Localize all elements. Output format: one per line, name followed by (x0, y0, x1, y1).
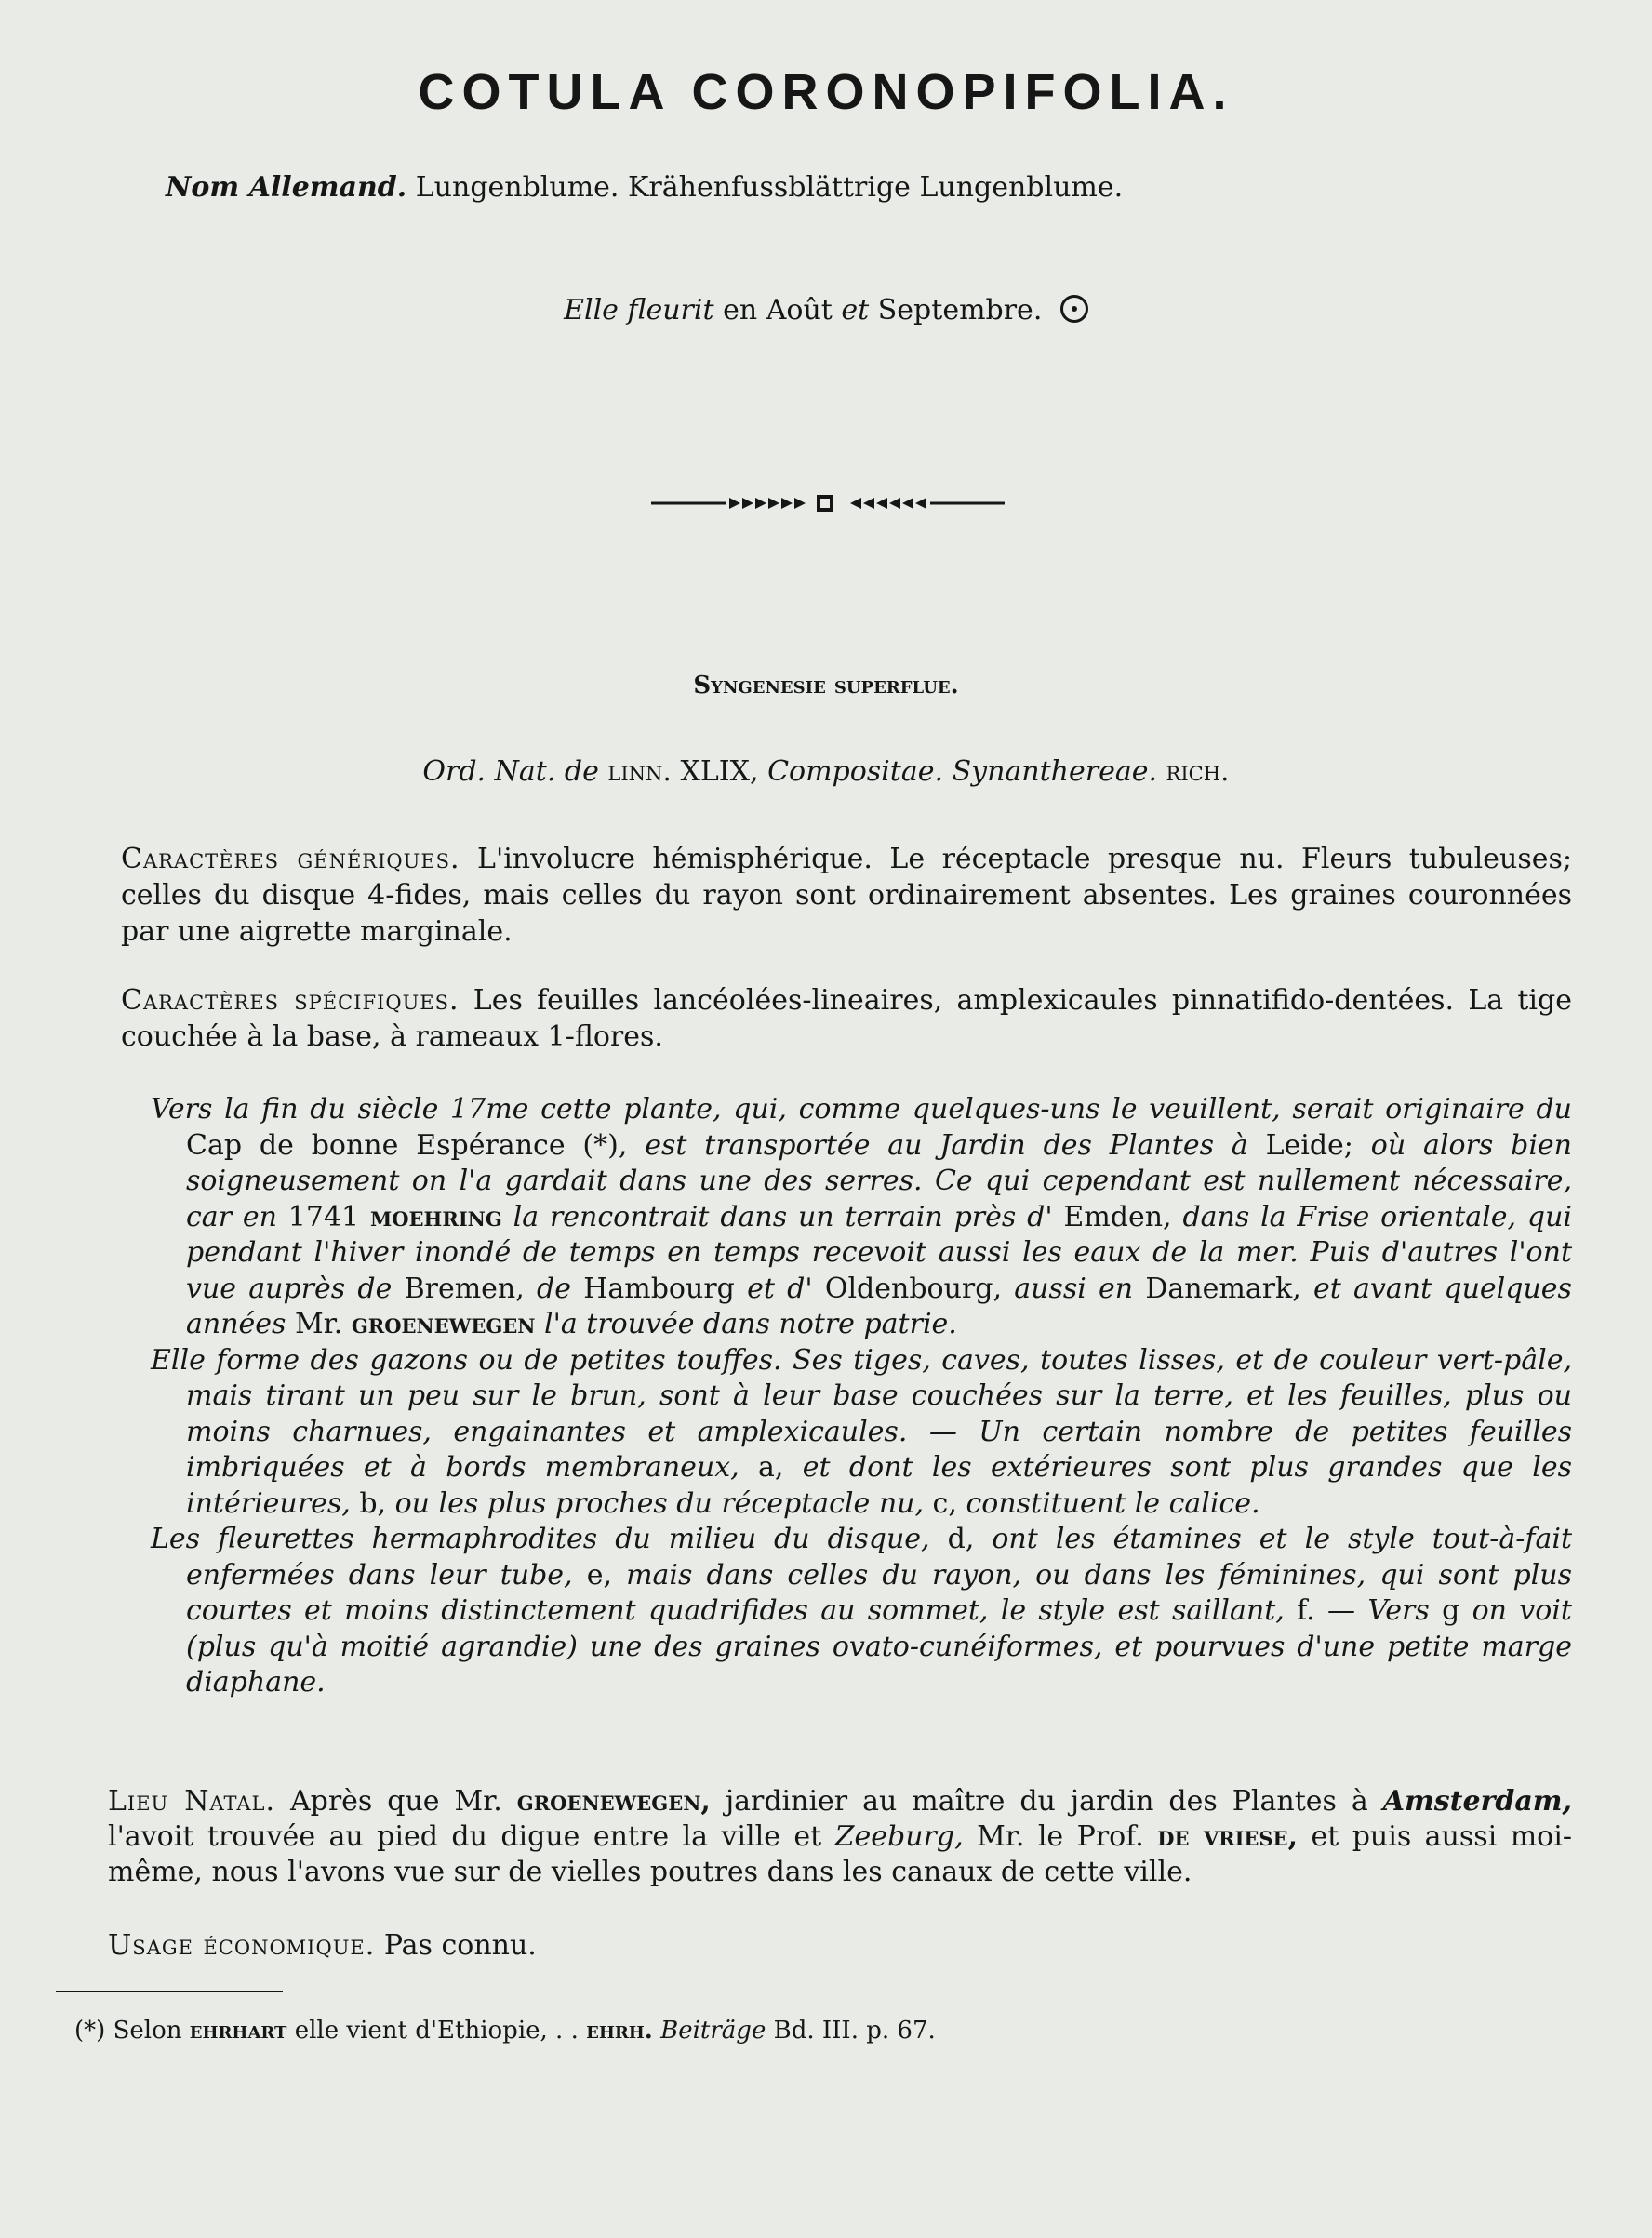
native-place (108, 1784, 1572, 1890)
german-name-label: Nom Allemand. (166, 171, 407, 204)
ord-synanthereae: Synanthereae. (952, 755, 1157, 788)
flowering-month-2: Septembre. (877, 294, 1043, 326)
desc3-a: Les fleurettes hermaphrodites du milieu du disque, (151, 1523, 930, 1555)
desc1-a: Vers la fin du siècle 17me cette plante, qui, comme quelques-uns le veuillent, serait originaire du (151, 1093, 1572, 1126)
desc3-label-d: d, (947, 1523, 975, 1555)
flowering-lead: Elle fleurit (564, 294, 714, 326)
desc1-cap: Cap de bonne Espérance (*), (186, 1128, 628, 1162)
desc1-e: dans la Frise orientale, qui pendant l'hiver inondé de temps en temps recevoit aussi les eaux de la mer. Puis d'autres l'ont vue auprès de (186, 1200, 1572, 1305)
page-title: COTULA CORONOPIFOLIA. (418, 64, 1234, 120)
desc3-d: — Vers (1327, 1594, 1430, 1627)
ord-lead: Ord. Nat. de (422, 755, 599, 788)
footnote-rule (56, 1991, 283, 1992)
desc1-hambourg: Hambourg (583, 1272, 735, 1305)
desc3-label-g: g (1442, 1594, 1460, 1627)
flowering-en: en (723, 294, 758, 326)
desc1-leide: Leide; (1265, 1128, 1353, 1162)
specific-label: Caractères spécifiques. (121, 984, 460, 1017)
flowering-line (0, 294, 1652, 326)
desc1-bremen: Bremen, (404, 1272, 525, 1305)
german-names: Lungenblume. Krähenfussblättrige Lungenblume. (415, 171, 1124, 204)
desc1-danemark: Danemark, (1145, 1272, 1301, 1305)
economic-usage (108, 1929, 537, 1962)
desc2-label-a: a, (758, 1451, 784, 1484)
specific-text: Les feuilles lancéolées-lineaires, amplexicaules pinnatifido-dentées. La tige couchée à la base, à rameaux 1-flores. (121, 984, 1572, 1053)
german-name-line (166, 171, 1123, 204)
description-block (151, 1092, 1572, 1701)
generic-label: Caractères génériques. (121, 843, 460, 875)
lieu-label: Lieu Natal. (108, 1785, 275, 1818)
decorative-divider-icon (651, 491, 1005, 515)
desc1-emden: Emden, (1063, 1200, 1172, 1233)
desc2-label-c: c, (932, 1486, 957, 1520)
flowering-month-1: Août (766, 294, 833, 326)
ord-rich: rich. (1166, 755, 1230, 788)
generic-text: L'involucre hémisphérique. Le réceptacle presque nu. Fleurs tubuleuses; celles du disque 4-fides, mais celles du rayon sont ordinairement absentes. Les graines couronnées par une aigrette marginale. (121, 843, 1572, 948)
description-paragraph-2 (151, 1343, 1572, 1523)
specific-characters (121, 982, 1572, 1055)
ord-number: XLIX, (680, 755, 759, 788)
description-paragraph-1 (151, 1092, 1572, 1343)
footnote-c: Bd. III. p. 67. (773, 2017, 936, 2045)
description-paragraph-3 (151, 1522, 1572, 1701)
footnote-beitrage: Beiträge (660, 2017, 766, 2045)
generic-characters (121, 841, 1572, 950)
desc3-c: mais dans celles du rayon, ou dans les féminines, qui sont plus courtes et moins distinctement quadrifides au sommet, le style est saillant, (186, 1558, 1572, 1627)
desc1-oldenbourg: Oldenbourg, (824, 1272, 1002, 1305)
desc1-i: et avant quelques années (186, 1272, 1572, 1340)
footnote-mark: (*) (74, 2017, 106, 2045)
lieu-b: jardinier au maître du jardin des Plantes à (725, 1785, 1368, 1818)
desc3-e: on voit (plus qu'à moitié agrandie) une des graines ovato-cunéiformes, et pourvues d'une petite marge diaphane. (186, 1594, 1572, 1698)
usage-label: Usage économique. (108, 1929, 376, 1962)
desc1-mr: Mr. (294, 1308, 343, 1340)
lieu-c: l'avoit trouvée au pied du digue entre la ville et (108, 1820, 822, 1853)
desc2-d: constituent le calice. (966, 1486, 1260, 1520)
desc3-b: ont les étamines et le style tout-à-fait enfermées dans leur tube, (186, 1523, 1572, 1592)
lieu-d: Mr. le Prof. (977, 1820, 1144, 1853)
annual-sun-symbol-icon (1060, 295, 1088, 323)
desc1-h: aussi en (1014, 1272, 1134, 1305)
lieu-groenewegen: groenewegen, (516, 1785, 711, 1818)
footnote (74, 2017, 936, 2045)
classification-heading: Syngenesie superflue. (693, 672, 959, 699)
desc1-year: 1741 (287, 1200, 360, 1233)
desc3-label-e: e, (586, 1558, 612, 1592)
desc3-label-f: f. (1297, 1594, 1315, 1627)
footnote-a: Selon (113, 2017, 182, 2045)
desc1-f: de (537, 1272, 571, 1305)
desc2-c: ou les plus proches du réceptacle nu, (394, 1486, 924, 1520)
desc1-g: et d' (747, 1272, 813, 1305)
footnote-ehrh: ehrh. (586, 2017, 653, 2045)
lieu-amsterdam: Amsterdam, (1382, 1785, 1572, 1818)
lieu-a: Après que Mr. (289, 1785, 502, 1818)
footnote-ehrhart: ehrhart (189, 2017, 287, 2045)
desc2-a: Elle forme des gazons ou de petites touffes. Ses tiges, caves, toutes lisses, et de couleur vert-pâle, mais tirant un peu sur le brun, sont à leur base couchées sur la terre, et les feuilles, plus ou moins charnues, engainantes et amplexicaules. — Un certain nombre de petites feuilles imbriquées et à bords membraneux, (151, 1343, 1572, 1484)
desc1-b: est transportée au Jardin des Plantes à (645, 1128, 1248, 1162)
desc1-moehring: moehring (370, 1200, 502, 1233)
desc1-groenewegen: groenewegen (351, 1308, 536, 1340)
lieu-zeeburg: Zeeburg, (834, 1820, 964, 1853)
flowering-et: et (841, 294, 870, 326)
lieu-e: et puis aussi moi-même, nous l'avons vue sur de vielles poutres dans les canaux de cette ville. (108, 1820, 1572, 1888)
desc1-j: l'a trouvée dans notre patrie. (544, 1308, 957, 1340)
ord-linn: linn. (607, 755, 672, 788)
natural-order-line (0, 755, 1652, 788)
ord-compositae: Compositae. (767, 755, 944, 788)
usage-text: Pas connu. (383, 1929, 537, 1962)
desc1-d: la rencontrait dans un terrain près d' (513, 1200, 1053, 1233)
lieu-devriese: de vriese, (1157, 1820, 1299, 1853)
desc2-label-b: b, (359, 1486, 387, 1520)
desc1-c: où alors bien soigneusement on l'a gardait dans une des serres. Ce qui cependant est nullement nécessaire, car en (186, 1128, 1572, 1233)
desc2-b: et dont les extérieures sont plus grandes que les intérieures, (186, 1451, 1572, 1520)
footnote-b: elle vient d'Ethiopie, . . (294, 2017, 579, 2045)
